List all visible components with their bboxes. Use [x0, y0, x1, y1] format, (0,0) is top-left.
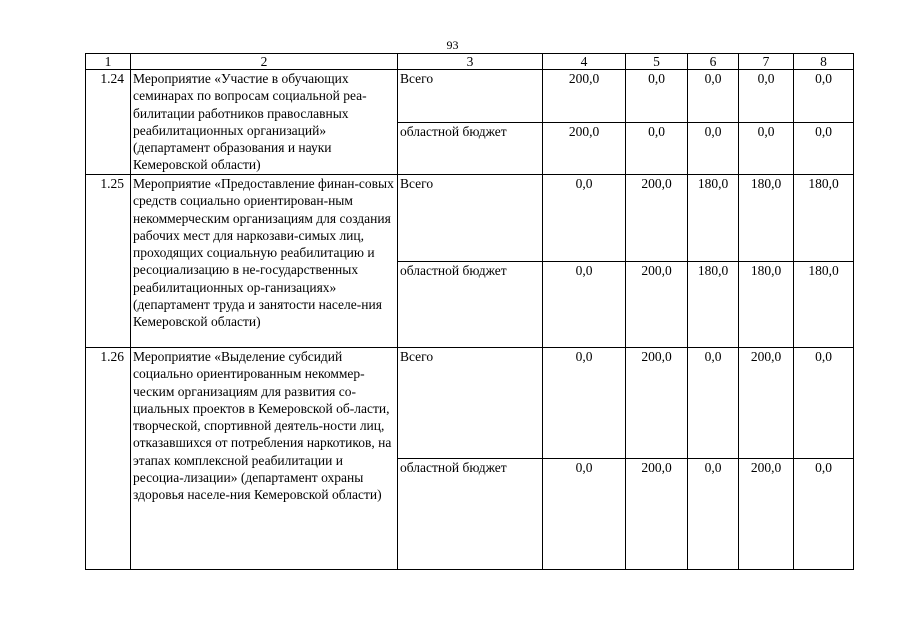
funding-source: Всего [398, 70, 543, 123]
value-cell: 200,0 [543, 70, 626, 123]
funding-source: областной бюджет [398, 122, 543, 175]
row-description: Мероприятие «Участие в обучающих семинарах по вопросам социальной реа-билитации работников православных реабилитационных организаций» (департамент образования и науки Кемеровской области) [131, 70, 398, 175]
funding-source: Всего [398, 175, 543, 262]
funding-source: Всего [398, 348, 543, 459]
value-cell: 0,0 [794, 122, 854, 175]
value-cell: 200,0 [626, 459, 688, 570]
value-cell: 180,0 [794, 261, 854, 348]
row-description: Мероприятие «Предоставление финан-совых средств социально ориентирован-ным некоммерческим организациям для создания рабочих мест для наркозави-симых лиц, проходящих социальную реабилитацию и ресоциализацию в не-государственных реабилитационных ор-ганизациях» (департамент труда и занятости населе-ния Кемеровской области) [131, 175, 398, 348]
funding-source: областной бюджет [398, 261, 543, 348]
value-cell: 0,0 [626, 70, 688, 123]
value-cell: 200,0 [626, 261, 688, 348]
row-id: 1.25 [86, 175, 131, 348]
page-number: 93 [446, 38, 459, 52]
table-row [86, 348, 854, 459]
table-row [86, 70, 854, 123]
value-cell: 0,0 [688, 70, 739, 123]
value-cell: 180,0 [794, 175, 854, 262]
value-cell: 0,0 [626, 122, 688, 175]
value-cell: 200,0 [543, 122, 626, 175]
header-cell: 6 [688, 54, 739, 70]
value-cell: 0,0 [543, 261, 626, 348]
header-cell: 4 [543, 54, 626, 70]
header-cell: 5 [626, 54, 688, 70]
header-cell: 1 [86, 54, 131, 70]
value-cell: 0,0 [543, 175, 626, 262]
value-cell: 0,0 [688, 459, 739, 570]
table-header-row [86, 54, 854, 70]
value-cell: 200,0 [739, 459, 794, 570]
budget-table [85, 53, 854, 570]
value-cell: 0,0 [688, 122, 739, 175]
funding-source: областной бюджет [398, 459, 543, 570]
row-description: Мероприятие «Выделение субсидий социально ориентированным некоммер-ческим организациям для развития со-циальных проектов в Кемеровской об-ласти, творческой, спортивной деятель-ности лиц, отказавшихся от потребления наркотиков, на этапах комплексной реабилитации и ресоциа-лизации» (департамент охраны здоровья населе-ния Кемеровской области) [131, 348, 398, 570]
value-cell: 0,0 [794, 348, 854, 459]
value-cell: 0,0 [794, 459, 854, 570]
row-id: 1.24 [86, 70, 131, 175]
value-cell: 180,0 [739, 261, 794, 348]
header-cell: 8 [794, 54, 854, 70]
value-cell: 180,0 [688, 175, 739, 262]
value-cell: 0,0 [543, 459, 626, 570]
header-cell: 3 [398, 54, 543, 70]
value-cell: 200,0 [626, 348, 688, 459]
value-cell: 0,0 [794, 70, 854, 123]
row-id: 1.26 [86, 348, 131, 570]
value-cell: 200,0 [626, 175, 688, 262]
value-cell: 0,0 [739, 70, 794, 123]
header-cell: 7 [739, 54, 794, 70]
value-cell: 200,0 [739, 348, 794, 459]
value-cell: 0,0 [739, 122, 794, 175]
header-cell: 2 [131, 54, 398, 70]
value-cell: 180,0 [688, 261, 739, 348]
value-cell: 0,0 [688, 348, 739, 459]
value-cell: 180,0 [739, 175, 794, 262]
value-cell: 0,0 [543, 348, 626, 459]
table-row [86, 175, 854, 262]
